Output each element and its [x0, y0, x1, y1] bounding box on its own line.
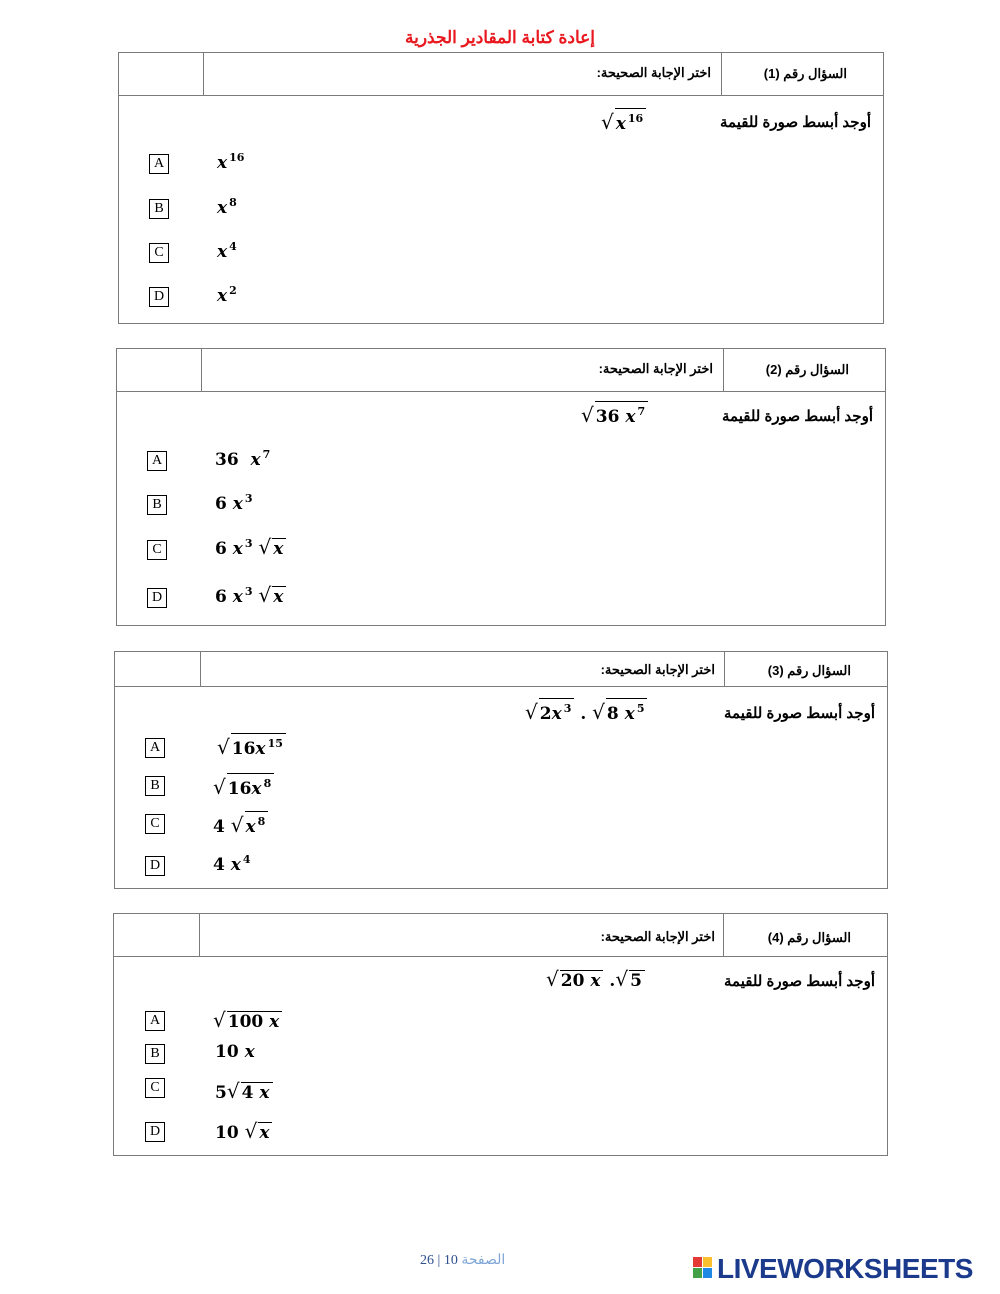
option-a-answer: 36 x $^7$ [215, 448, 271, 470]
option-a-answer: √ 16x $^{15}$ [217, 733, 286, 759]
option-c-answer: 5√ 4 x [215, 1079, 273, 1103]
question-1-box [118, 52, 884, 324]
option-c-answer: 4 √ x $^8$ [213, 811, 268, 837]
option-a-box[interactable]: A [145, 1011, 165, 1031]
question-number: السؤال رقم (2) [765, 362, 849, 377]
option-b-box[interactable]: B [145, 776, 165, 796]
option-c-answer: x $^4$ [217, 240, 237, 262]
option-c-box[interactable]: C [145, 1078, 165, 1098]
option-a-answer: √ 100 x [213, 1008, 282, 1032]
question-prompt: أوجد أبسط صورة للقيمة [724, 973, 875, 990]
option-c-box[interactable]: C [147, 540, 167, 560]
option-d-answer: x $^2$ [217, 284, 237, 306]
option-a-box[interactable]: A [149, 154, 169, 174]
option-b-box[interactable]: B [147, 495, 167, 515]
question-prompt: أوجد أبسط صورة للقيمة [722, 408, 873, 425]
question-expression: √ 36 x $^7$ [581, 401, 648, 427]
instruction-text: اختر الإجابة الصحيحة: [598, 361, 713, 376]
option-c-box[interactable]: C [145, 814, 165, 834]
option-b-box[interactable]: B [145, 1044, 165, 1064]
question-2-box [116, 348, 886, 626]
page-title: إعادة كتابة المقادير الجذرية [405, 28, 595, 47]
question-number: السؤال رقم (1) [763, 66, 847, 81]
question-expression: √ 2x $^3$ . √ 8 x $^5$ [525, 698, 647, 724]
option-d-box[interactable]: D [147, 588, 167, 608]
option-a-answer: x $^{16}$ [217, 151, 245, 173]
option-d-answer: 6 x $^3$ √ x [215, 583, 286, 607]
option-d-box[interactable]: D [149, 287, 169, 307]
option-b-answer: 6 x $^3$ [215, 492, 253, 514]
option-d-answer: 4 x $^4$ [213, 853, 251, 875]
option-a-box[interactable]: A [145, 738, 165, 758]
option-c-box[interactable]: C [149, 243, 169, 263]
logo-text: LIVEWORKSHEETS [717, 1253, 973, 1284]
instruction-text: اختر الإجابة الصحيحة: [600, 929, 715, 944]
question-expression: √ 20 x .√ 5 [546, 967, 645, 991]
option-d-box[interactable]: D [145, 1122, 165, 1142]
question-2-header [117, 349, 885, 392]
option-b-answer: 10 x [215, 1042, 255, 1062]
option-b-box[interactable]: B [149, 199, 169, 219]
option-d-answer: 10 √ x [215, 1119, 272, 1143]
option-b-answer: x $^8$ [217, 196, 237, 218]
question-prompt: أوجد أبسط صورة للقيمة [724, 705, 875, 722]
question-3-box [114, 651, 888, 889]
option-b-answer: √ 16x $^8$ [213, 773, 274, 799]
option-a-box[interactable]: A [147, 451, 167, 471]
logo-grid-icon [693, 1257, 713, 1279]
question-prompt: أوجد أبسط صورة للقيمة [720, 114, 871, 131]
instruction-text: اختر الإجابة الصحيحة: [600, 662, 715, 677]
question-number: السؤال رقم (4) [767, 930, 851, 945]
liveworksheets-logo [693, 1253, 993, 1283]
option-d-box[interactable]: D [145, 856, 165, 876]
question-3-header [115, 652, 887, 687]
option-c-answer: 6 x $^3$ √ x [215, 535, 286, 559]
question-expression: √ x $^{16}$ [601, 108, 646, 134]
instruction-text: اختر الإجابة الصحيحة: [596, 65, 711, 80]
question-1-header [119, 53, 883, 96]
question-4-header [114, 914, 887, 957]
question-4-box [113, 913, 888, 1156]
question-number: السؤال رقم (3) [767, 663, 851, 678]
page-number: 26 | 10 الصفحة [420, 1253, 506, 1268]
